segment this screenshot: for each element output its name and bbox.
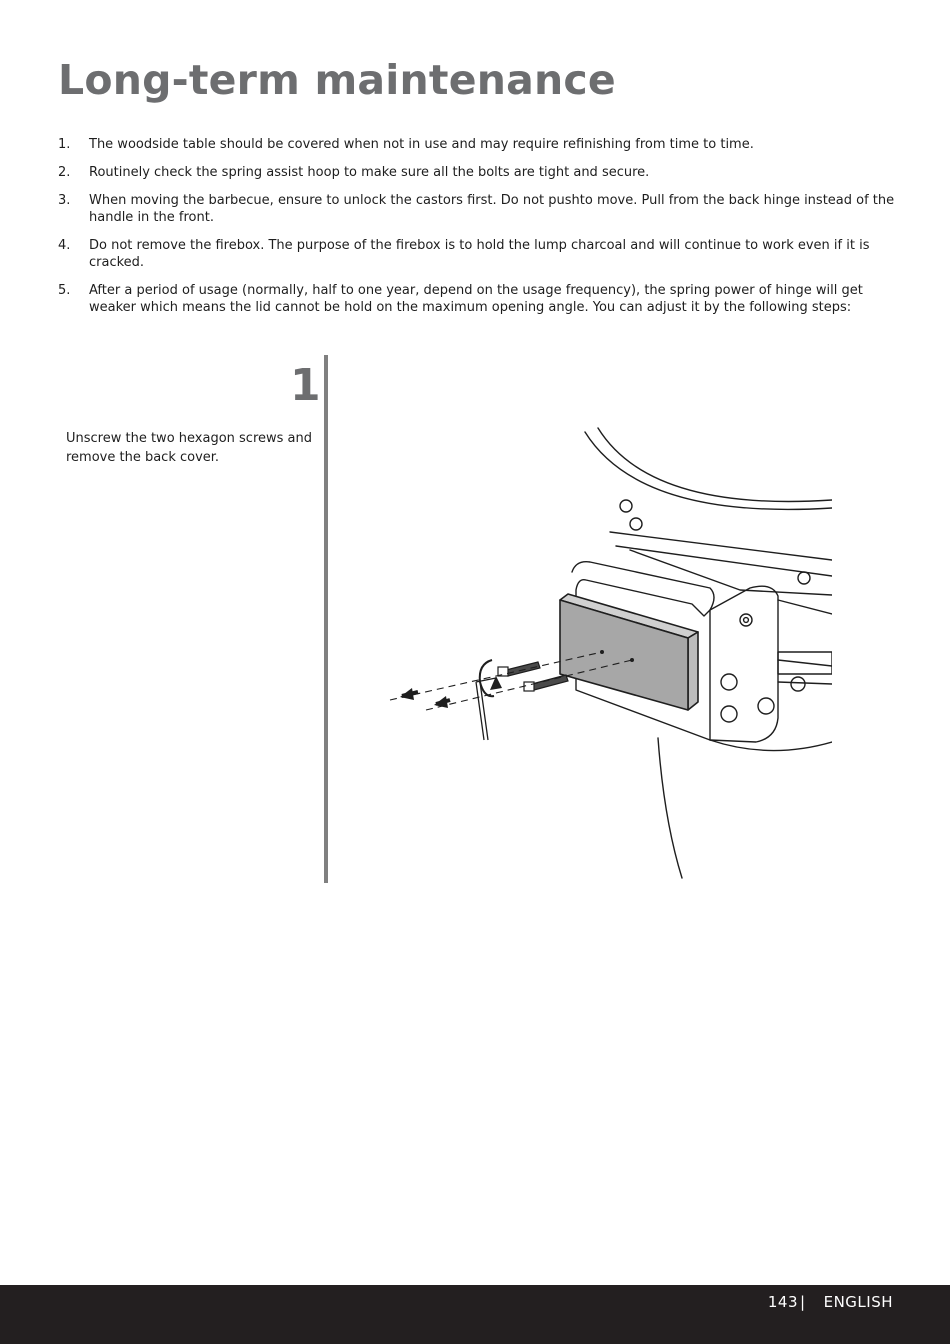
page-number: 143 (767, 1293, 799, 1311)
list-item-text: When moving the barbecue, ensure to unlock the castors first. Do not pushto move. Pull from the back hinge instead of the handle in the front. (89, 193, 895, 225)
bolt-icon (630, 518, 642, 530)
footer-bar (0, 1285, 950, 1344)
hinge-arm (610, 532, 832, 560)
list-item-text: After a period of usage (normally, half to one year, depend on the usage frequency), the spring power of hinge will get weaker which means the lid cannot be hold on the maximum opening angle. You can adjust it by the following steps: (89, 283, 863, 315)
list-item-text: Routinely check the spring assist hoop to make sure all the bolts are tight and secure. (89, 165, 650, 180)
hinge-cover-removal-illustration (380, 420, 832, 882)
list-item-number: 1. (58, 137, 71, 152)
step-divider (324, 355, 328, 883)
bolt-icon (721, 706, 737, 722)
body-outline (710, 740, 832, 751)
screw-hole (600, 650, 604, 654)
leg-outline (658, 738, 682, 878)
hexagon-screw (524, 675, 568, 691)
hinge-bracket-side (710, 586, 778, 742)
list-item-text: Do not remove the firebox. The purpose of the firebox is to hold the lump charcoal and will continue to work even if it is cracked. (89, 238, 870, 270)
list-item (58, 136, 898, 153)
step-number: 1 (290, 360, 321, 411)
back-cover (560, 594, 698, 710)
hexagon-screw (498, 662, 540, 676)
lid-outline (585, 432, 832, 509)
list-item-number: 3. (58, 193, 71, 208)
list-item (58, 164, 898, 181)
bolt-icon (758, 698, 774, 714)
footer-language: ENGLISH (823, 1293, 893, 1311)
list-item-number: 4. (58, 238, 71, 253)
bolt-icon (721, 674, 737, 690)
step-caption: Unscrew the two hexagon screws and remove the back cover. (66, 431, 312, 465)
page-title: Long-term maintenance (58, 56, 616, 104)
list-item-text: The woodside table should be covered when not in use and may require refinishing from time to time. (89, 137, 754, 152)
bolt-icon (740, 614, 752, 626)
list-item (58, 282, 898, 316)
lid-inner-outline (598, 428, 832, 502)
bolt-icon (744, 618, 749, 623)
bolt-icon (791, 677, 805, 691)
list-item-number: 2. (58, 165, 71, 180)
arrow-left-icon (400, 688, 418, 700)
maintenance-list (58, 136, 898, 327)
hinge-bracket-back (778, 600, 832, 684)
arrow-left-icon (434, 696, 450, 708)
bolt-icon (620, 500, 632, 512)
list-item (58, 192, 898, 226)
list-item-number: 5. (58, 283, 71, 298)
footer-separator: | (800, 1293, 806, 1311)
footer-text (768, 1293, 893, 1311)
hinge-arm (616, 546, 832, 576)
screw-hole (630, 658, 634, 662)
list-item (58, 237, 898, 271)
bolt-icon (798, 572, 810, 584)
